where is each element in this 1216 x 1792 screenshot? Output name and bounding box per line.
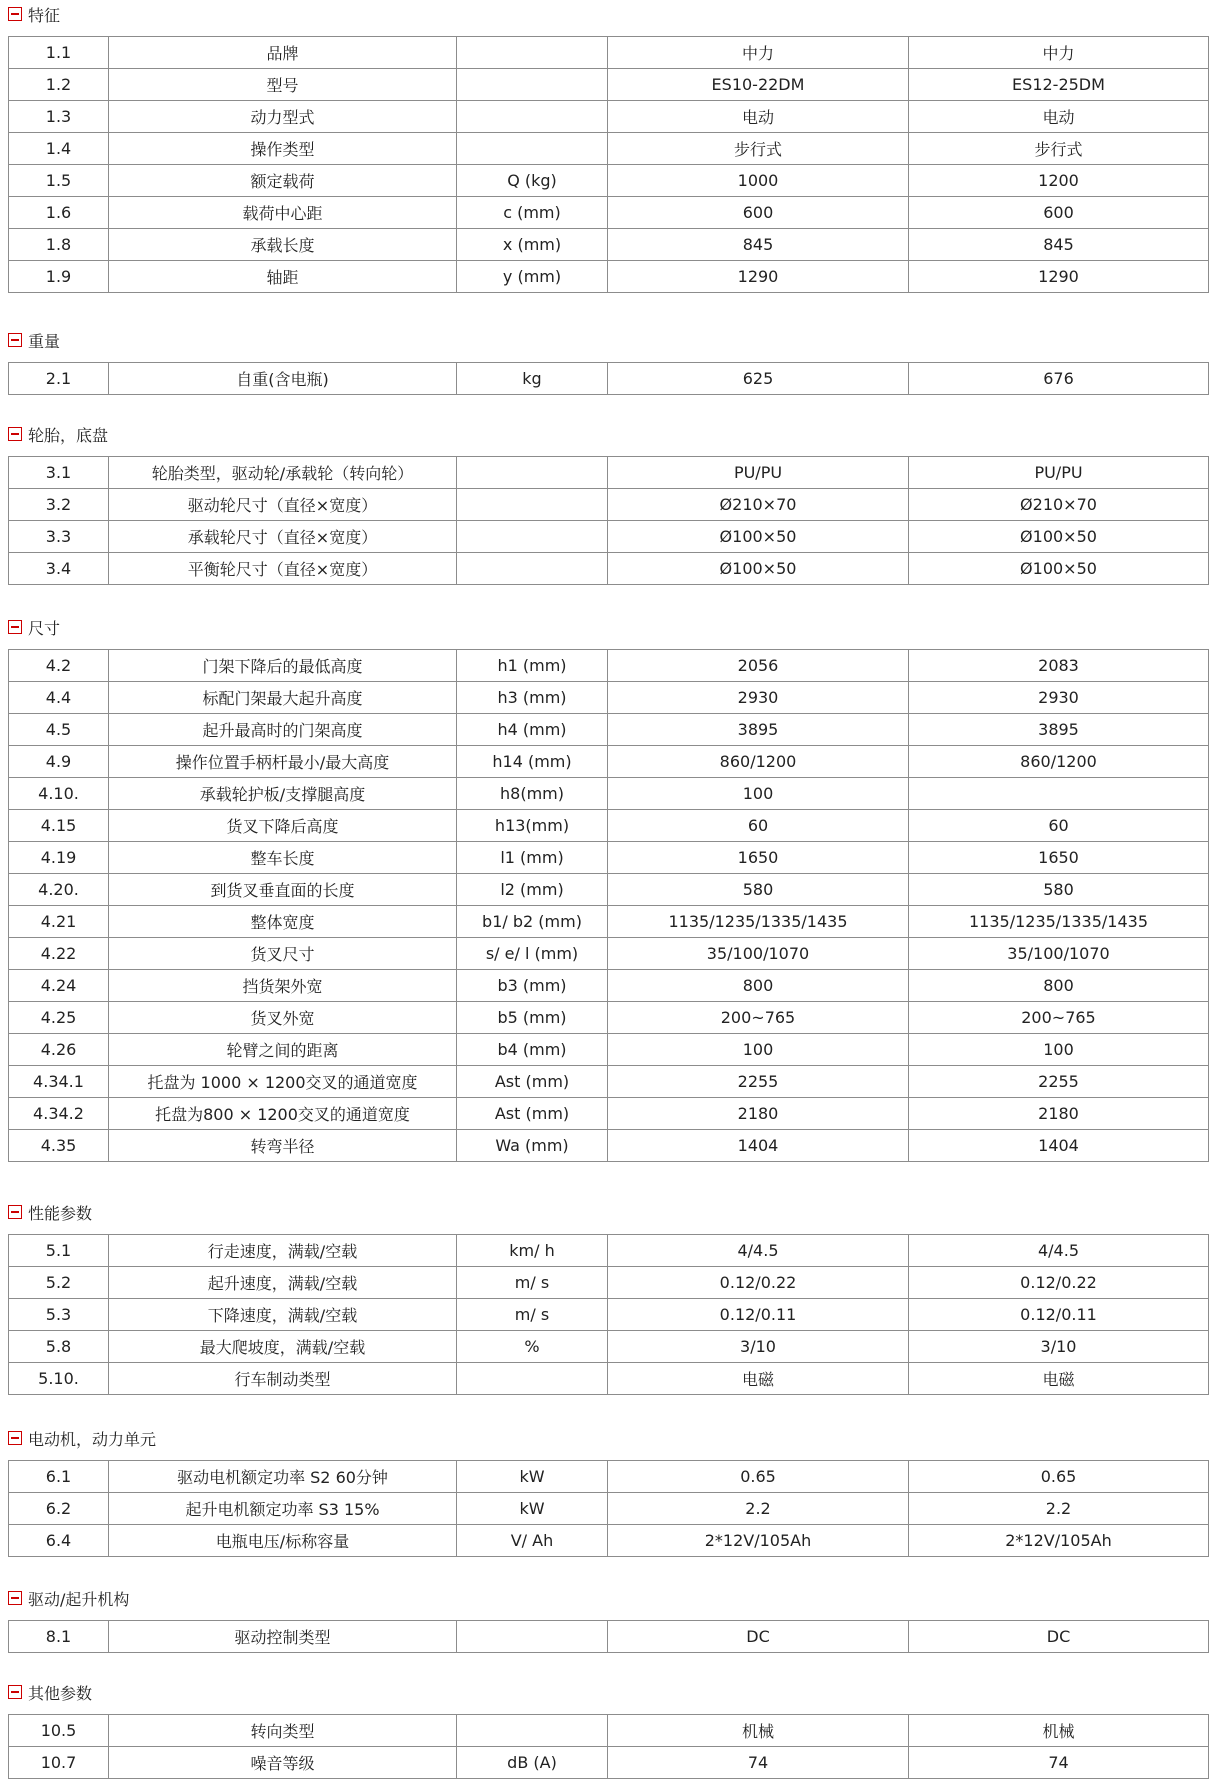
item-name: 整车长度 bbox=[109, 842, 457, 874]
item-number: 2.1 bbox=[9, 363, 109, 395]
item-name: 型号 bbox=[109, 69, 457, 101]
table-row bbox=[9, 101, 1209, 133]
table-row bbox=[9, 69, 1209, 101]
item-unit: km/ h bbox=[457, 1235, 608, 1267]
table-row bbox=[9, 133, 1209, 165]
model-1-value: 1650 bbox=[608, 842, 909, 874]
section-title: 尺寸 bbox=[28, 618, 61, 638]
item-number: 1.3 bbox=[9, 101, 109, 133]
spec-table bbox=[8, 1620, 1209, 1653]
model-2-value: 800 bbox=[909, 970, 1209, 1002]
item-name: 行车制动类型 bbox=[109, 1363, 457, 1395]
spec-table bbox=[8, 362, 1209, 395]
table-row bbox=[9, 197, 1209, 229]
table-row bbox=[9, 650, 1209, 682]
section-title: 其他参数 bbox=[28, 1683, 93, 1703]
table-row bbox=[9, 1525, 1209, 1557]
table-row bbox=[9, 1098, 1209, 1130]
model-1-value: 800 bbox=[608, 970, 909, 1002]
item-unit: kW bbox=[457, 1493, 608, 1525]
model-1-value: 0.12/0.11 bbox=[608, 1299, 909, 1331]
collapse-icon[interactable] bbox=[8, 7, 22, 21]
item-number: 10.5 bbox=[9, 1715, 109, 1747]
table-row bbox=[9, 1034, 1209, 1066]
model-2-value: Ø100×50 bbox=[909, 553, 1209, 585]
item-number: 4.2 bbox=[9, 650, 109, 682]
item-number: 3.1 bbox=[9, 457, 109, 489]
item-unit: Q (kg) bbox=[457, 165, 608, 197]
item-number: 4.21 bbox=[9, 906, 109, 938]
item-unit: x (mm) bbox=[457, 229, 608, 261]
item-name: 承载轮尺寸（直径×宽度） bbox=[109, 521, 457, 553]
model-2-value: 机械 bbox=[909, 1715, 1209, 1747]
model-1-value: 0.12/0.22 bbox=[608, 1267, 909, 1299]
model-2-value: 200~765 bbox=[909, 1002, 1209, 1034]
item-name: 轮胎类型，驱动轮/承载轮（转向轮） bbox=[109, 457, 457, 489]
item-number: 3.2 bbox=[9, 489, 109, 521]
table-row bbox=[9, 229, 1209, 261]
item-name: 起升速度，满载/空载 bbox=[109, 1267, 457, 1299]
section-header[interactable] bbox=[8, 1680, 92, 1704]
item-name: 下降速度，满载/空载 bbox=[109, 1299, 457, 1331]
model-2-value: 600 bbox=[909, 197, 1209, 229]
item-number: 4.34.2 bbox=[9, 1098, 109, 1130]
model-1-value: 3/10 bbox=[608, 1331, 909, 1363]
item-unit: dB (A) bbox=[457, 1747, 608, 1779]
item-unit: m/ s bbox=[457, 1267, 608, 1299]
model-1-value: 845 bbox=[608, 229, 909, 261]
table-row bbox=[9, 457, 1209, 489]
model-2-value: 0.12/0.11 bbox=[909, 1299, 1209, 1331]
item-unit: kg bbox=[457, 363, 608, 395]
item-name: 自重(含电瓶) bbox=[109, 363, 457, 395]
model-2-value: 3/10 bbox=[909, 1331, 1209, 1363]
item-name: 转向类型 bbox=[109, 1715, 457, 1747]
item-unit bbox=[457, 489, 608, 521]
item-name: 平衡轮尺寸（直径×宽度） bbox=[109, 553, 457, 585]
model-2-value: 1650 bbox=[909, 842, 1209, 874]
model-2-value bbox=[909, 778, 1209, 810]
model-1-value: 2255 bbox=[608, 1066, 909, 1098]
item-unit: l2 (mm) bbox=[457, 874, 608, 906]
model-1-value: Ø100×50 bbox=[608, 521, 909, 553]
item-number: 3.4 bbox=[9, 553, 109, 585]
item-unit: kW bbox=[457, 1461, 608, 1493]
item-unit: c (mm) bbox=[457, 197, 608, 229]
item-name: 起升电机额定功率 S3 15% bbox=[109, 1493, 457, 1525]
model-2-value: Ø210×70 bbox=[909, 489, 1209, 521]
section-header[interactable] bbox=[8, 2, 60, 26]
table-row bbox=[9, 1363, 1209, 1395]
table-row bbox=[9, 714, 1209, 746]
item-name: 噪音等级 bbox=[109, 1747, 457, 1779]
model-2-value: 0.65 bbox=[909, 1461, 1209, 1493]
spec-table bbox=[8, 36, 1209, 293]
item-unit: h1 (mm) bbox=[457, 650, 608, 682]
item-name: 动力型式 bbox=[109, 101, 457, 133]
table-row bbox=[9, 1621, 1209, 1653]
collapse-icon[interactable] bbox=[8, 1591, 22, 1605]
model-2-value: 2083 bbox=[909, 650, 1209, 682]
item-name: 驱动控制类型 bbox=[109, 1621, 457, 1653]
collapse-icon[interactable] bbox=[8, 333, 22, 347]
model-2-value: 3895 bbox=[909, 714, 1209, 746]
item-name: 整体宽度 bbox=[109, 906, 457, 938]
model-1-value: 35/100/1070 bbox=[608, 938, 909, 970]
collapse-icon[interactable] bbox=[8, 620, 22, 634]
model-1-value: 3895 bbox=[608, 714, 909, 746]
model-2-value: 电磁 bbox=[909, 1363, 1209, 1395]
section-title: 轮胎，底盘 bbox=[28, 425, 109, 445]
model-2-value: 860/1200 bbox=[909, 746, 1209, 778]
section-title: 特征 bbox=[28, 5, 61, 25]
item-unit: Ast (mm) bbox=[457, 1066, 608, 1098]
item-name: 起升最高时的门架高度 bbox=[109, 714, 457, 746]
item-number: 5.3 bbox=[9, 1299, 109, 1331]
table-row bbox=[9, 165, 1209, 197]
model-1-value: 74 bbox=[608, 1747, 909, 1779]
model-2-value: 100 bbox=[909, 1034, 1209, 1066]
table-row bbox=[9, 1715, 1209, 1747]
item-number: 5.8 bbox=[9, 1331, 109, 1363]
model-1-value: 电动 bbox=[608, 101, 909, 133]
item-number: 1.2 bbox=[9, 69, 109, 101]
collapse-icon[interactable] bbox=[8, 1431, 22, 1445]
item-name: 标配门架最大起升高度 bbox=[109, 682, 457, 714]
model-1-value: 625 bbox=[608, 363, 909, 395]
item-unit bbox=[457, 1363, 608, 1395]
spec-table bbox=[8, 1460, 1209, 1557]
model-1-value: 2056 bbox=[608, 650, 909, 682]
item-unit bbox=[457, 133, 608, 165]
model-1-value: DC bbox=[608, 1621, 909, 1653]
item-unit bbox=[457, 521, 608, 553]
model-1-value: 2*12V/105Ah bbox=[608, 1525, 909, 1557]
item-number: 4.5 bbox=[9, 714, 109, 746]
model-2-value: 2*12V/105Ah bbox=[909, 1525, 1209, 1557]
item-name: 轮臂之间的距离 bbox=[109, 1034, 457, 1066]
spec-table bbox=[8, 456, 1209, 585]
table-row bbox=[9, 1747, 1209, 1779]
item-name: 载荷中心距 bbox=[109, 197, 457, 229]
model-2-value: 中力 bbox=[909, 37, 1209, 69]
model-2-value: 676 bbox=[909, 363, 1209, 395]
model-2-value: 580 bbox=[909, 874, 1209, 906]
model-2-value: 4/4.5 bbox=[909, 1235, 1209, 1267]
item-name: 行走速度，满载/空载 bbox=[109, 1235, 457, 1267]
item-name: 货叉下降后高度 bbox=[109, 810, 457, 842]
model-2-value: 1200 bbox=[909, 165, 1209, 197]
item-name: 承载长度 bbox=[109, 229, 457, 261]
model-1-value: 600 bbox=[608, 197, 909, 229]
model-1-value: 中力 bbox=[608, 37, 909, 69]
model-1-value: 1290 bbox=[608, 261, 909, 293]
item-name: 托盘为 1000 × 1200交叉的通道宽度 bbox=[109, 1066, 457, 1098]
model-1-value: ES10-22DM bbox=[608, 69, 909, 101]
item-name: 转弯半径 bbox=[109, 1130, 457, 1162]
item-unit: V/ Ah bbox=[457, 1525, 608, 1557]
table-row bbox=[9, 363, 1209, 395]
item-name: 到货叉垂直面的长度 bbox=[109, 874, 457, 906]
section-header[interactable] bbox=[8, 1586, 129, 1610]
item-unit: h4 (mm) bbox=[457, 714, 608, 746]
item-number: 5.2 bbox=[9, 1267, 109, 1299]
model-1-value: 580 bbox=[608, 874, 909, 906]
model-2-value: 2255 bbox=[909, 1066, 1209, 1098]
table-row bbox=[9, 37, 1209, 69]
model-1-value: 2180 bbox=[608, 1098, 909, 1130]
spec-table bbox=[8, 1234, 1209, 1395]
table-row bbox=[9, 1235, 1209, 1267]
item-number: 10.7 bbox=[9, 1747, 109, 1779]
item-number: 6.2 bbox=[9, 1493, 109, 1525]
model-2-value: 2.2 bbox=[909, 1493, 1209, 1525]
model-1-value: 4/4.5 bbox=[608, 1235, 909, 1267]
item-number: 4.26 bbox=[9, 1034, 109, 1066]
item-unit: b1/ b2 (mm) bbox=[457, 906, 608, 938]
item-unit bbox=[457, 101, 608, 133]
item-name: 货叉尺寸 bbox=[109, 938, 457, 970]
item-number: 5.10. bbox=[9, 1363, 109, 1395]
table-row bbox=[9, 746, 1209, 778]
item-number: 1.5 bbox=[9, 165, 109, 197]
collapse-icon[interactable] bbox=[8, 1205, 22, 1219]
model-1-value: PU/PU bbox=[608, 457, 909, 489]
item-number: 4.22 bbox=[9, 938, 109, 970]
model-2-value: PU/PU bbox=[909, 457, 1209, 489]
item-number: 6.1 bbox=[9, 1461, 109, 1493]
model-1-value: 0.65 bbox=[608, 1461, 909, 1493]
item-unit: b3 (mm) bbox=[457, 970, 608, 1002]
section-title: 重量 bbox=[28, 331, 61, 351]
item-number: 1.8 bbox=[9, 229, 109, 261]
section-header[interactable] bbox=[8, 328, 60, 352]
item-name: 操作类型 bbox=[109, 133, 457, 165]
item-name: 操作位置手柄杆最小/最大高度 bbox=[109, 746, 457, 778]
item-unit bbox=[457, 69, 608, 101]
spec-table bbox=[8, 649, 1209, 1162]
item-unit: Ast (mm) bbox=[457, 1098, 608, 1130]
model-2-value: 35/100/1070 bbox=[909, 938, 1209, 970]
section-title: 电动机，动力单元 bbox=[28, 1429, 157, 1449]
table-row bbox=[9, 810, 1209, 842]
item-number: 4.9 bbox=[9, 746, 109, 778]
item-number: 3.3 bbox=[9, 521, 109, 553]
item-number: 4.15 bbox=[9, 810, 109, 842]
item-unit: b5 (mm) bbox=[457, 1002, 608, 1034]
table-row bbox=[9, 682, 1209, 714]
model-1-value: 1404 bbox=[608, 1130, 909, 1162]
model-1-value: Ø210×70 bbox=[608, 489, 909, 521]
model-2-value: 74 bbox=[909, 1747, 1209, 1779]
model-1-value: Ø100×50 bbox=[608, 553, 909, 585]
item-name: 货叉外宽 bbox=[109, 1002, 457, 1034]
item-name: 驱动电机额定功率 S2 60分钟 bbox=[109, 1461, 457, 1493]
item-unit: h13(mm) bbox=[457, 810, 608, 842]
model-2-value: ES12-25DM bbox=[909, 69, 1209, 101]
item-name: 电瓶电压/标称容量 bbox=[109, 1525, 457, 1557]
model-2-value: 60 bbox=[909, 810, 1209, 842]
item-number: 1.1 bbox=[9, 37, 109, 69]
item-number: 4.25 bbox=[9, 1002, 109, 1034]
model-1-value: 电磁 bbox=[608, 1363, 909, 1395]
model-1-value: 机械 bbox=[608, 1715, 909, 1747]
model-2-value: 步行式 bbox=[909, 133, 1209, 165]
table-row bbox=[9, 906, 1209, 938]
table-row bbox=[9, 1066, 1209, 1098]
table-row bbox=[9, 874, 1209, 906]
model-2-value: DC bbox=[909, 1621, 1209, 1653]
table-row bbox=[9, 553, 1209, 585]
table-row bbox=[9, 261, 1209, 293]
model-2-value: 1135/1235/1335/1435 bbox=[909, 906, 1209, 938]
model-2-value: 0.12/0.22 bbox=[909, 1267, 1209, 1299]
item-number: 4.4 bbox=[9, 682, 109, 714]
item-unit: l1 (mm) bbox=[457, 842, 608, 874]
item-name: 承载轮护板/支撑腿高度 bbox=[109, 778, 457, 810]
item-unit: h8(mm) bbox=[457, 778, 608, 810]
table-row bbox=[9, 1493, 1209, 1525]
model-2-value: 1290 bbox=[909, 261, 1209, 293]
model-1-value: 1000 bbox=[608, 165, 909, 197]
table-row bbox=[9, 1299, 1209, 1331]
model-2-value: 845 bbox=[909, 229, 1209, 261]
section-header[interactable] bbox=[8, 422, 108, 446]
item-number: 4.20. bbox=[9, 874, 109, 906]
table-row bbox=[9, 938, 1209, 970]
item-unit: Wa (mm) bbox=[457, 1130, 608, 1162]
section-header[interactable] bbox=[8, 1200, 92, 1224]
item-number: 4.34.1 bbox=[9, 1066, 109, 1098]
item-unit: y (mm) bbox=[457, 261, 608, 293]
item-unit: h14 (mm) bbox=[457, 746, 608, 778]
table-row bbox=[9, 489, 1209, 521]
item-name: 额定载荷 bbox=[109, 165, 457, 197]
model-1-value: 100 bbox=[608, 778, 909, 810]
spec-table bbox=[8, 1714, 1209, 1779]
item-number: 4.24 bbox=[9, 970, 109, 1002]
model-2-value: 2180 bbox=[909, 1098, 1209, 1130]
item-name: 托盘为800 × 1200交叉的通道宽度 bbox=[109, 1098, 457, 1130]
model-1-value: 步行式 bbox=[608, 133, 909, 165]
model-1-value: 60 bbox=[608, 810, 909, 842]
table-row bbox=[9, 778, 1209, 810]
item-unit: h3 (mm) bbox=[457, 682, 608, 714]
item-name: 门架下降后的最低高度 bbox=[109, 650, 457, 682]
model-1-value: 1135/1235/1335/1435 bbox=[608, 906, 909, 938]
item-name: 轴距 bbox=[109, 261, 457, 293]
item-number: 4.35 bbox=[9, 1130, 109, 1162]
section-title: 性能参数 bbox=[28, 1203, 93, 1223]
section-title: 驱动/起升机构 bbox=[28, 1589, 130, 1609]
item-name: 最大爬坡度，满载/空载 bbox=[109, 1331, 457, 1363]
model-2-value: 电动 bbox=[909, 101, 1209, 133]
table-row bbox=[9, 1002, 1209, 1034]
item-unit bbox=[457, 457, 608, 489]
item-unit: m/ s bbox=[457, 1299, 608, 1331]
item-unit bbox=[457, 1621, 608, 1653]
item-number: 4.10. bbox=[9, 778, 109, 810]
section-header[interactable] bbox=[8, 615, 60, 639]
model-1-value: 860/1200 bbox=[608, 746, 909, 778]
item-number: 1.6 bbox=[9, 197, 109, 229]
item-name: 挡货架外宽 bbox=[109, 970, 457, 1002]
item-number: 8.1 bbox=[9, 1621, 109, 1653]
collapse-icon[interactable] bbox=[8, 427, 22, 441]
table-row bbox=[9, 970, 1209, 1002]
section-header[interactable] bbox=[8, 1426, 156, 1450]
item-number: 1.9 bbox=[9, 261, 109, 293]
table-row bbox=[9, 1461, 1209, 1493]
item-unit bbox=[457, 1715, 608, 1747]
model-2-value: 1404 bbox=[909, 1130, 1209, 1162]
model-1-value: 100 bbox=[608, 1034, 909, 1066]
table-row bbox=[9, 842, 1209, 874]
model-1-value: 200~765 bbox=[608, 1002, 909, 1034]
item-number: 4.19 bbox=[9, 842, 109, 874]
model-2-value: Ø100×50 bbox=[909, 521, 1209, 553]
model-1-value: 2930 bbox=[608, 682, 909, 714]
item-name: 驱动轮尺寸（直径×宽度） bbox=[109, 489, 457, 521]
item-unit bbox=[457, 37, 608, 69]
item-unit: % bbox=[457, 1331, 608, 1363]
table-row bbox=[9, 1130, 1209, 1162]
item-unit: b4 (mm) bbox=[457, 1034, 608, 1066]
item-number: 1.4 bbox=[9, 133, 109, 165]
model-2-value: 2930 bbox=[909, 682, 1209, 714]
table-row bbox=[9, 1331, 1209, 1363]
item-unit: s/ e/ l (mm) bbox=[457, 938, 608, 970]
item-number: 6.4 bbox=[9, 1525, 109, 1557]
table-row bbox=[9, 521, 1209, 553]
item-name: 品牌 bbox=[109, 37, 457, 69]
item-number: 5.1 bbox=[9, 1235, 109, 1267]
item-unit bbox=[457, 553, 608, 585]
table-row bbox=[9, 1267, 1209, 1299]
collapse-icon[interactable] bbox=[8, 1685, 22, 1699]
model-1-value: 2.2 bbox=[608, 1493, 909, 1525]
